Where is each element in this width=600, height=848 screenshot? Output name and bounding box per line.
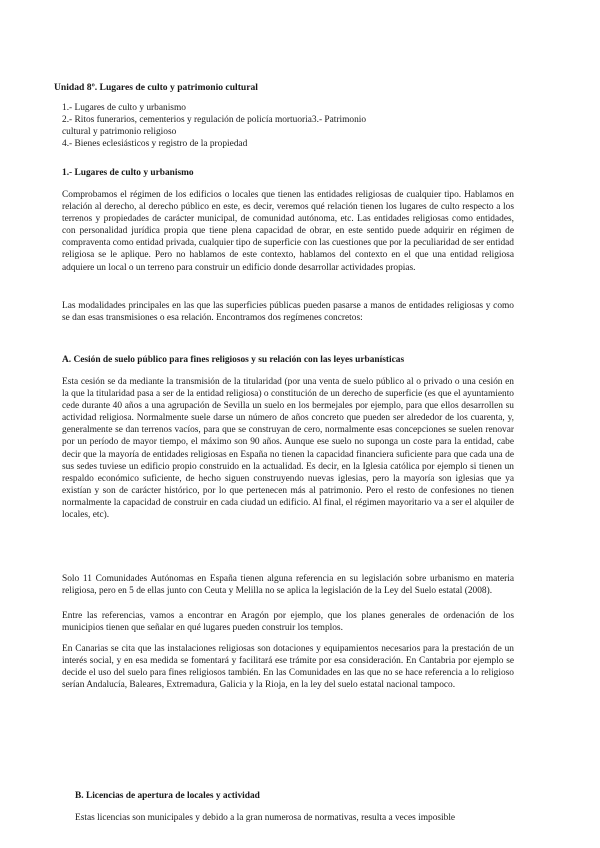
section-a-paragraph (62, 643, 514, 691)
paragraph-text: Solo 11 Comunidades Autónomas en España tienen alguna referencia en su legislación sobre urbanismo en materia religiosa, pero en 5 de ellas junto con Ceuta y Melilla no se aplica la legislación de la Ley del Suelo estatal (2008). (62, 574, 514, 597)
section-b-paragraph: Estas licencias son municipales y debido a la gran numerosa de normativas, resulta a veces imposible (75, 813, 456, 823)
section-1-paragraph (62, 189, 514, 274)
toc-item: 2.- Ritos funerarios, cementerios y regulación de policía mortuoria3.- Patrimonio (62, 114, 367, 125)
toc-item: 4.- Bienes eclesiásticos y registro de la propiedad (62, 138, 248, 149)
paragraph-text: Entre las referencias, vamos a encontrar en Aragón por ejemplo, que los planes generales de ordenación de los municipios tienen que señalar en qué lugares pueden construir los templos. (62, 611, 514, 634)
paragraph-text: En Canarias se cita que las instalaciones religiosas son dotaciones y equipamientos necesarios para la prestación de un interés social, y en esa medida se fomentará y facilitará ese trámite por esa consideración. En Cantabria por ejemplo se decide el uso del suelo para fines religiosos también. En las Comunidades en las que no se hace referencia a lo religioso serían Andalucía, Baleares, Extremadura, Galicia y la Rioja, en la ley del suelo estatal nacional tampoco. (62, 644, 514, 691)
section-1-heading: 1.- Lugares de culto y urbanismo (62, 168, 194, 178)
paragraph-text: Las modalidades principales en las que las superficies públicas pueden pasarse a manos de entidades religiosas y como se dan esas transmisiones o esa relación. Encontramos dos regímenes concretos: (62, 301, 514, 324)
paragraph-text: Esta cesión se da mediante la transmisión de la titularidad (por una venta de suelo público al o privado o una cesión en la que la titularidad pasa a ser de la entidad religiosa) o constitución de un derecho de superficie (es que el ayuntamiento cede durante 40 años a una agrupación de Sevilla un suelo en los bermejales por ejemplo, para que ellos desarrollen su actividad religiosa. Normalmente suele darse un número de años concreto que pueden ser alrededor de los cuarenta, y, generalmente se dan terrenos vacíos, para que se construyan de cero, normalmente esas concepciones se suelen renovar por un período de mayor tiempo, el máximo son 90 años. Aunque ese suelo no suponga un coste para la entidad, cabe decir que la mayoría de entidades religiosas en España no tienen la capacidad financiera suficiente para que cada una de sus sedes tuviese un edificio propio construido en la actualidad. Es decir, en la Iglesia católica por ejemplo si tienen un respaldo económico suficiente, de hecho siguen construyendo nuevas iglesias, pero la mayoría son iglesias que ya existían y son de carácter histórico, por lo que pertenecen más al patrimonio. Pero el resto de confesiones no tienen normalmente la capacidad de construir en cada ciudad un edificio. Al final, el régimen mayoritario va a ser el alquiler de locales, etc). (62, 377, 514, 521)
section-a-heading: A. Cesión de suelo público para fines religiosos y su relación con las leyes urbanísticas (62, 355, 405, 365)
section-a-paragraph (62, 610, 514, 634)
section-1-paragraph (62, 300, 514, 324)
paragraph-text: Comprobamos el régimen de los edificios o locales que tienen las entidades religiosas de cualquier tipo. Hablamos en relación al derecho, al derecho público en este, es decir, veremos qué relación tienen los lugares de culto respecto a los terrenos y propiedades de carácter municipal, de comunidad autónoma, etc. Las entidades religiosas como entidades, con personalidad jurídica propia que tiene plena capacidad de obrar, en este sentido puede adquirir en régimen de compraventa como entidad privada, cualquier tipo de superficie con las cuestiones que por la peculiaridad de ser entidad religiosa se le aplique. Pero no hablamos de este contexto, hablamos del contexto en el que una entidad religiosa adquiere un local o un terreno para construir un edificio donde desarrollar actividades propias. (62, 190, 514, 273)
document-title: Unidad 8º. Lugares de culto y patrimonio cultural (54, 82, 258, 93)
section-b-heading: B. Licencias de apertura de locales y actividad (75, 791, 260, 801)
toc-item: 1.- Lugares de culto y urbanismo (62, 103, 186, 113)
section-a-paragraph (62, 376, 514, 521)
section-a-paragraph (62, 573, 514, 597)
toc-item: cultural y patrimonio religioso (62, 126, 177, 137)
table-of-contents (62, 103, 367, 151)
